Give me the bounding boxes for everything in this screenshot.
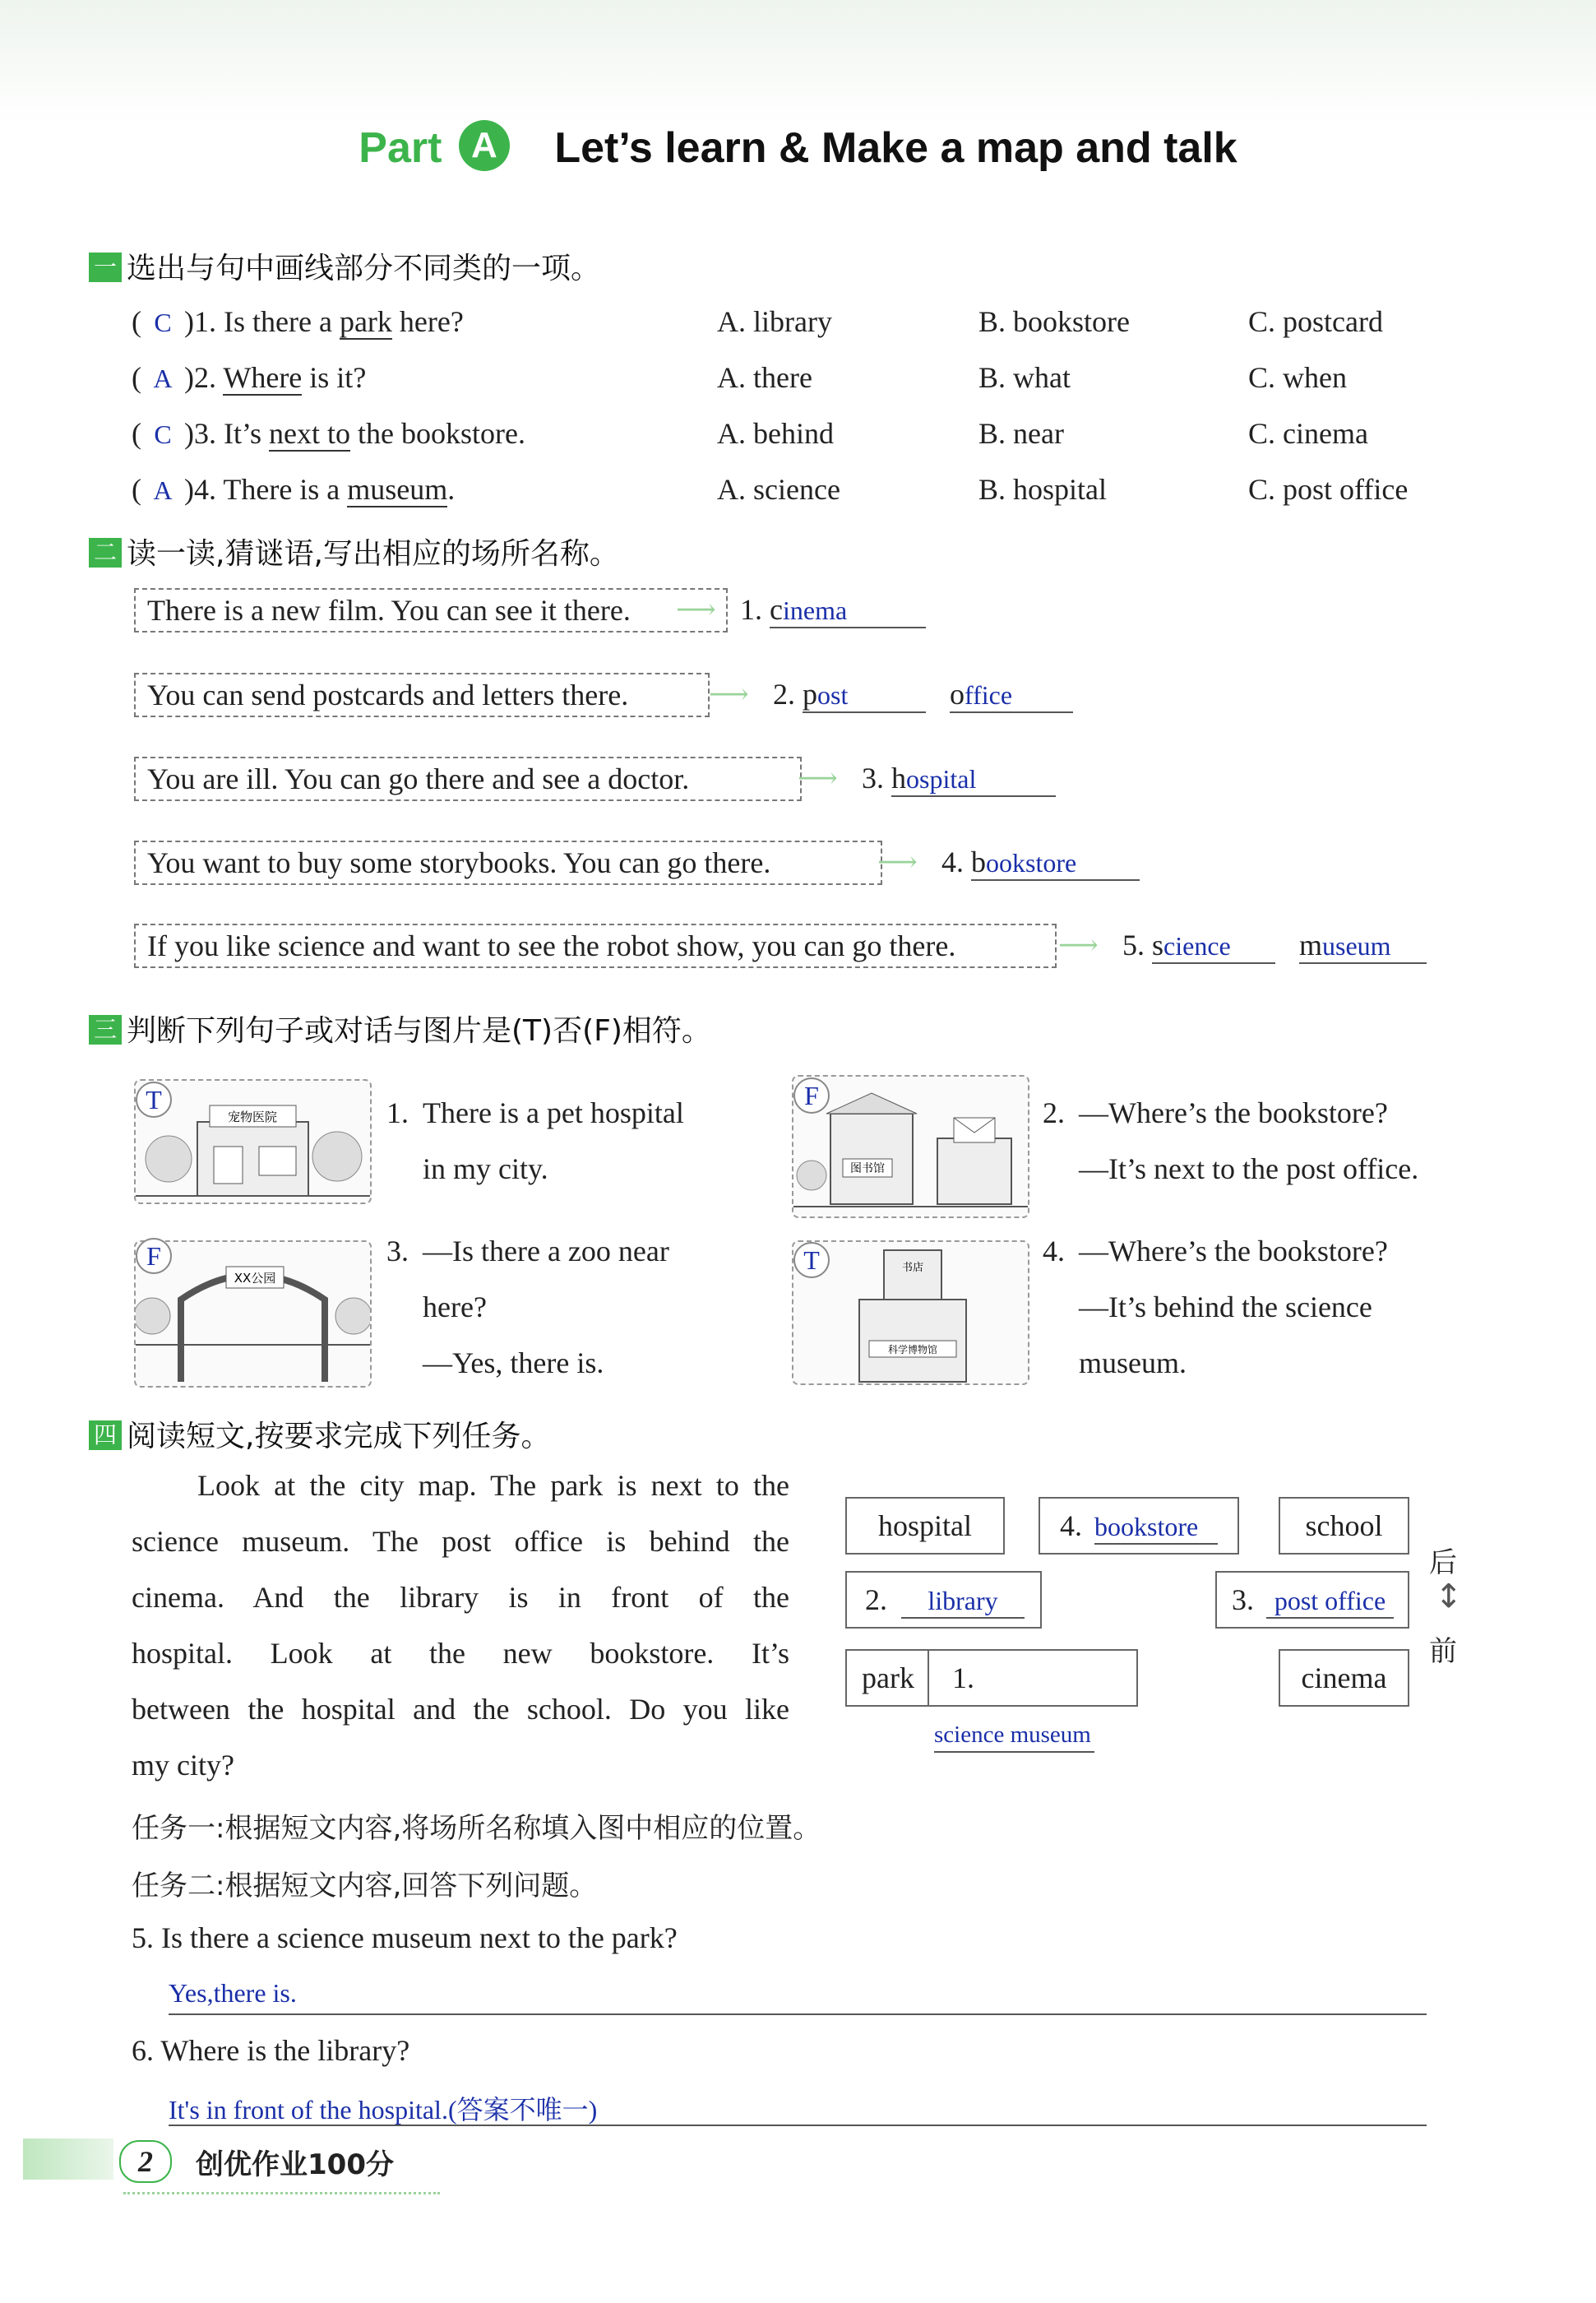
map-slot-1: [928, 1649, 1138, 1748]
first-letter: s: [1152, 929, 1164, 962]
footer-band: [23, 2138, 113, 2180]
underlined-word: Where: [223, 361, 303, 394]
sentence-pre: There is a: [223, 473, 348, 506]
statement-line: —Yes, there is.: [423, 1346, 604, 1379]
sentence-post: here?: [391, 305, 464, 338]
museum-sign: 科学博物馆: [887, 1344, 938, 1355]
first-letter: o: [950, 678, 965, 711]
header-band: [0, 0, 1596, 123]
slot-number: 4.: [1060, 1509, 1082, 1542]
sentence-pre: It’s: [224, 417, 270, 450]
filled-letters: cience: [1163, 931, 1231, 961]
arrow-icon: ⟶: [798, 763, 838, 794]
answer-blank: [891, 761, 1056, 797]
statement-line: here?: [423, 1291, 487, 1323]
answer-6: It's in front of the hospital.(答案不唯一): [169, 2095, 598, 2125]
answer-5: Yes,there is.: [169, 1978, 297, 2008]
arrow-icon: ⟶: [709, 679, 749, 710]
riddle-clue: If you like science and want to see the robot show, you can go there.: [134, 924, 1057, 968]
direction-front: 前: [1429, 1635, 1457, 1668]
map-hospital: hospital: [845, 1497, 1005, 1555]
section-title: 阅读短文,按要求完成下列任务。: [127, 1420, 551, 1453]
statement-line: —Is there a zoo near: [423, 1235, 669, 1267]
option-b: B. hospital: [978, 473, 1108, 506]
page-title: [0, 123, 1596, 176]
filled-letters: ffice: [965, 680, 1013, 710]
part-badge: A: [459, 120, 510, 171]
passage-line: hospital. Look at the new bookstore. It’s: [132, 1637, 789, 1670]
answer-blank: [770, 592, 926, 628]
section-title: 选出与句中画线部分不同类的一项。: [127, 252, 601, 285]
statement-line: in my city.: [423, 1152, 548, 1185]
item-number: 5.: [1122, 929, 1145, 962]
map-cinema: cinema: [1279, 1649, 1409, 1707]
section-number: 二: [89, 538, 122, 568]
underlined-word: next to: [269, 417, 350, 450]
answer-mark: F: [793, 1077, 830, 1114]
section-3-heading: [89, 1008, 711, 1050]
passage-line: between the hospital and the school. Do you like: [132, 1693, 789, 1726]
answer-line: [169, 2125, 1427, 2126]
riddle-answer: [1122, 928, 1275, 964]
riddle-clue: You are ill. You can go there and see a doctor.: [134, 757, 802, 801]
first-letter: h: [891, 762, 906, 795]
filled-letters: useum: [1322, 931, 1391, 961]
statement-line: —Where’s the bookstore?: [1079, 1096, 1388, 1129]
first-letter: b: [971, 846, 986, 878]
item-number: 1.: [740, 593, 762, 626]
passage-line: my city?: [132, 1749, 234, 1782]
park-sign: XX公园: [234, 1271, 276, 1286]
item-number: 3.: [386, 1235, 409, 1267]
answer-letter: A: [153, 475, 173, 505]
section-2-heading: [89, 531, 619, 572]
footer-dots: [123, 2192, 440, 2194]
option-b: B. near: [978, 417, 1064, 450]
statement-line: There is a pet hospital: [423, 1096, 684, 1129]
choice-row: ( A )4. There is a museum.: [132, 473, 456, 506]
option-a: A. there: [717, 361, 812, 394]
part-label: Part: [359, 124, 442, 172]
question-5: 5. Is there a science museum next to the park?: [132, 1921, 678, 1954]
item-number: 4.: [941, 846, 964, 878]
option-a: A. behind: [717, 417, 834, 450]
option-a: A. library: [717, 305, 832, 338]
item-number: 2.: [1043, 1096, 1065, 1129]
slot-answer: science museum: [934, 1718, 1094, 1753]
underlined-word: park: [339, 305, 392, 338]
option-c: C. post office: [1248, 473, 1409, 506]
item-number: 2.: [194, 361, 216, 394]
answer-mark: T: [793, 1242, 830, 1278]
item-number: 4.: [194, 473, 216, 506]
answer-blank: [971, 845, 1140, 881]
filled-letters: ospital: [906, 764, 977, 794]
answer-mark: T: [136, 1082, 172, 1118]
statement-line: —It’s next to the post office.: [1079, 1152, 1419, 1185]
item-number: 3.: [862, 762, 884, 795]
riddle-answer-2: [1299, 928, 1427, 964]
answer-blank: [803, 677, 926, 713]
option-a: A. science: [717, 473, 840, 506]
answer-letter: C: [154, 419, 172, 449]
riddle-clue: You can send postcards and letters there.: [134, 673, 710, 717]
slot-answer: bookstore: [1094, 1510, 1218, 1545]
option-c: C. postcard: [1248, 305, 1383, 338]
first-letter: c: [770, 593, 783, 626]
bookstore-sign: 书店: [901, 1262, 924, 1274]
statement-line: —Where’s the bookstore?: [1079, 1235, 1388, 1267]
library-sign: 图书馆: [850, 1162, 885, 1175]
pet-hospital-sign: 宠物医院: [227, 1110, 278, 1124]
answer-blank: [1152, 928, 1275, 964]
riddle-answer: [773, 677, 926, 713]
riddle-answer-2: [950, 677, 1073, 713]
answer-letter: C: [154, 308, 172, 337]
map-slot-2: [845, 1571, 1042, 1629]
filled-letters: ookstore: [986, 848, 1077, 878]
item-number: 1.: [194, 305, 216, 338]
direction-arrow-icon: ↕: [1435, 1578, 1463, 1615]
question-6: 6. Where is the library?: [132, 2034, 410, 2067]
item-number: 2.: [773, 678, 795, 711]
passage-line: science museum. The post office is behind the: [132, 1525, 789, 1558]
sentence-post: .: [447, 473, 456, 506]
map-slot-4: [1039, 1497, 1239, 1555]
section-number: 三: [89, 1015, 122, 1045]
slot-number: 2.: [865, 1583, 887, 1616]
section-title: 判断下列句子或对话与图片是(T)否(F)相符。: [127, 1014, 711, 1048]
arrow-icon: ⟶: [877, 847, 918, 878]
section-title: 读一读,猜谜语,写出相应的场所名称。: [127, 537, 619, 571]
answer-blank: [950, 677, 1073, 713]
answer-blank: [1299, 928, 1427, 964]
passage-line: Look at the city map. The park is next to the: [197, 1469, 789, 1502]
passage-line: cinema. And the library is in front of the: [132, 1581, 789, 1614]
option-b: B. what: [978, 361, 1071, 394]
arrow-icon: ⟶: [1058, 930, 1099, 961]
item-number: 1.: [386, 1096, 409, 1129]
map-park: park: [845, 1649, 931, 1707]
riddle-clue: There is a new film. You can see it there.: [134, 588, 728, 633]
title-text: Let’s learn & Make a map and talk: [554, 124, 1237, 172]
answer-line: [169, 2013, 1427, 2015]
filled-letters: inema: [782, 595, 848, 625]
sentence-pre: Is there a: [224, 305, 340, 338]
task-1: 任务一:根据短文内容,将场所名称填入图中相应的位置。: [132, 1812, 821, 1845]
statement-line: —It’s behind the science: [1079, 1291, 1372, 1323]
task-2: 任务二:根据短文内容,回答下列问题。: [132, 1870, 598, 1902]
filled-letters: ost: [817, 680, 849, 710]
first-letter: m: [1299, 929, 1323, 962]
park-gate-illustration: [136, 1242, 370, 1386]
option-b: B. bookstore: [978, 305, 1130, 338]
slot-number: 3.: [1232, 1583, 1254, 1616]
map-school: school: [1279, 1497, 1409, 1555]
section-1-heading: [89, 245, 600, 287]
riddle-answer: [740, 592, 926, 628]
choice-row: ( C )1. Is there a park here?: [132, 305, 464, 338]
slot-answer: post office: [1266, 1584, 1394, 1619]
riddle-answer: [941, 845, 1140, 881]
first-letter: p: [803, 678, 817, 711]
choice-row: ( C )3. It’s next to the bookstore.: [132, 417, 525, 450]
direction-back: 后: [1429, 1546, 1457, 1579]
section-number: 四: [89, 1420, 122, 1450]
item-number: 4.: [1043, 1235, 1065, 1267]
underlined-word: museum: [347, 473, 448, 506]
sentence-post: the bookstore.: [350, 417, 525, 450]
option-c: C. cinema: [1248, 417, 1368, 450]
answer-letter: A: [153, 364, 173, 393]
section-4-heading: [89, 1413, 550, 1455]
riddle-clue: You want to buy some storybooks. You can go there.: [134, 841, 882, 885]
map-slot-3: [1215, 1571, 1409, 1629]
section-number: 一: [89, 253, 122, 282]
slot-number: 1.: [952, 1661, 974, 1694]
item-number: 3.: [194, 417, 216, 450]
page-number: 2: [119, 2140, 172, 2183]
footer-brand: 创优作业100分: [196, 2148, 394, 2181]
slot-answer: library: [901, 1584, 1025, 1619]
answer-mark: F: [136, 1238, 172, 1274]
sentence-post: is it?: [302, 361, 367, 394]
statement-line: museum.: [1079, 1346, 1187, 1379]
option-c: C. when: [1248, 361, 1347, 394]
riddle-answer: [862, 761, 1056, 797]
choice-row: ( A )2. Where is it?: [132, 361, 367, 394]
arrow-icon: ⟶: [676, 595, 716, 625]
